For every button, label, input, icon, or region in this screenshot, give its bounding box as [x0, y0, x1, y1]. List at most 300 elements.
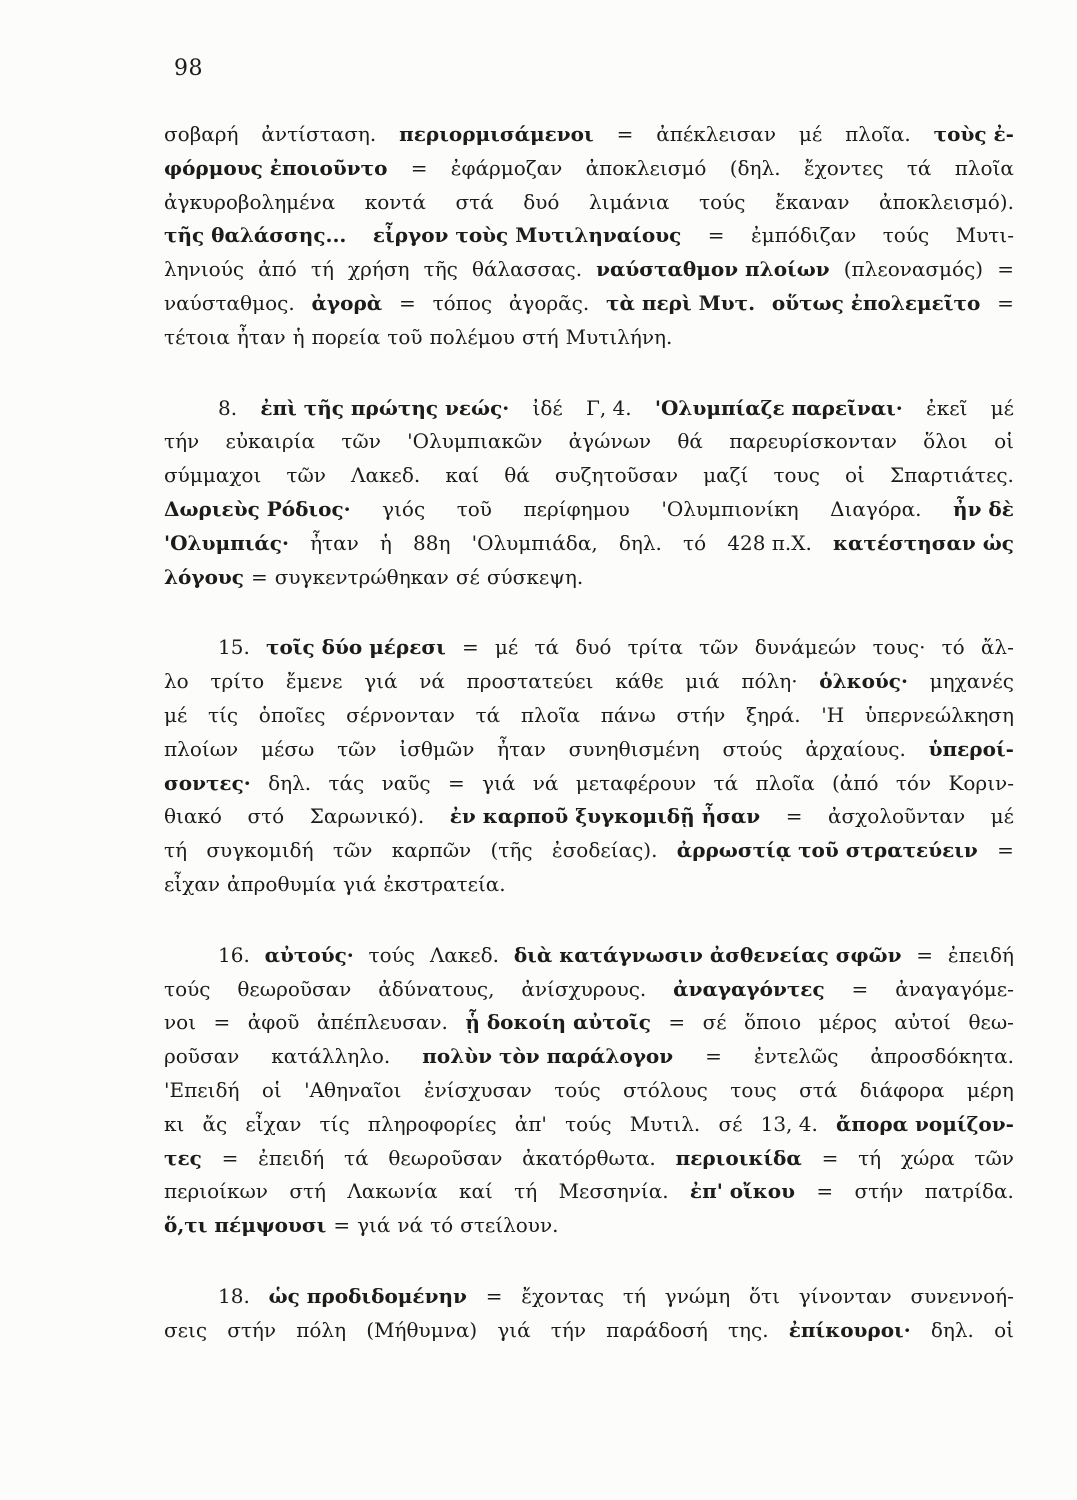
word: Γ, 4. — [585, 395, 632, 420]
word: στή — [289, 1179, 327, 1204]
word: = — [616, 122, 634, 146]
word: = — [221, 1145, 239, 1170]
word: ἀπό — [258, 257, 297, 282]
word: εἶχαν — [164, 871, 220, 896]
word: ἐπειδή — [947, 942, 1014, 967]
bold-lemma: λόγους — [164, 564, 244, 589]
word: παράδοσή — [606, 1317, 708, 1342]
word: νά — [397, 1213, 424, 1238]
word: τήν — [550, 1317, 587, 1342]
word: μέρος — [818, 1010, 877, 1035]
word: σέρνονταν — [346, 702, 455, 727]
word: μέ — [164, 702, 188, 727]
paragraph-p16 — [164, 939, 1014, 1243]
word: μέρη — [966, 1077, 1014, 1102]
word: συζητοῦσαν — [554, 463, 679, 488]
word: τους — [773, 463, 820, 488]
word: τῶν — [699, 635, 739, 660]
word: τούς — [164, 976, 211, 1001]
word: ἐσοδείας). — [551, 838, 658, 863]
word: λο — [164, 669, 189, 694]
word: λιμάνια — [588, 189, 670, 214]
word: καί — [458, 1179, 493, 1204]
word: ἐντελῶς — [753, 1044, 839, 1069]
word: γιά — [482, 770, 516, 795]
page-number: 98 — [174, 56, 203, 81]
text-line — [164, 253, 1014, 287]
word: τή — [310, 257, 334, 282]
word: τόπος — [432, 290, 493, 315]
text-line — [164, 1142, 1014, 1176]
word: ἄλ- — [980, 635, 1014, 660]
word: ἐκεῖ — [925, 395, 968, 420]
word: τά — [344, 1145, 369, 1170]
word: (ἀπό — [832, 770, 879, 795]
text-line — [164, 834, 1014, 868]
word: καρπῶν — [391, 838, 472, 863]
word: γιά — [364, 669, 398, 694]
word: τίς — [208, 702, 239, 727]
paragraph-p18 — [164, 1280, 1014, 1348]
word: τό — [430, 1213, 454, 1238]
word: δυό — [523, 189, 560, 214]
text-line — [164, 152, 1014, 186]
word: νοι — [164, 1010, 197, 1035]
text-line — [164, 1074, 1014, 1108]
paragraph-p1 — [164, 118, 1014, 355]
bold-lemma: αὐτούς· — [264, 942, 354, 967]
word: σεις — [164, 1317, 208, 1342]
word: ἐφάρμοζαν — [450, 155, 563, 180]
word: ἀναγαγόμε- — [895, 976, 1014, 1001]
word: ἄς — [202, 1111, 228, 1136]
word: ἀντίσταση. — [261, 122, 377, 146]
word: τόν — [895, 770, 932, 795]
text-line — [164, 118, 1014, 152]
bold-lemma: τοῖς δύο μέρεσι — [265, 635, 446, 660]
word: στείλουν. — [460, 1213, 559, 1238]
bold-lemma: 'Ολυμπίαζε παρεῖναι· — [654, 395, 903, 420]
text-line — [164, 665, 1014, 699]
word: = — [447, 770, 465, 795]
word: ναύσταθμος. — [164, 290, 295, 315]
word: προστατεύει — [466, 669, 594, 694]
word: ἀπ' — [514, 1111, 547, 1136]
word: μέ — [990, 804, 1014, 829]
word: 16. — [218, 942, 250, 967]
word: 'Ολυμπιονίκη — [661, 496, 799, 521]
word: ἀποκλεισμό — [585, 155, 707, 180]
word: γιά — [497, 1317, 531, 1342]
bold-lemma: τῆς θαλάσσης... — [164, 223, 347, 248]
word: θεω- — [968, 1010, 1014, 1035]
word: νά — [419, 669, 445, 694]
word: δηλ. — [268, 770, 312, 795]
bold-lemma: περιορμισάμενοι — [399, 122, 594, 146]
word: πόλη — [296, 1317, 347, 1342]
bold-lemma: ὁλκούς· — [819, 669, 908, 694]
word: = — [997, 838, 1014, 863]
word: τῶν — [974, 1145, 1014, 1170]
word: (τῆς — [490, 838, 533, 863]
word: ἦταν — [310, 530, 359, 555]
text-line — [164, 939, 1014, 973]
paragraph-p15 — [164, 631, 1014, 901]
word: παρευρίσκονταν — [729, 429, 897, 454]
word: οἱ — [994, 1317, 1014, 1342]
word: ἡ — [379, 530, 392, 555]
word: δυό — [575, 635, 612, 660]
word: τοῦ — [387, 324, 423, 349]
bold-lemma: ὅ,τι πέμψουσι — [164, 1213, 327, 1238]
word: κοντά — [364, 189, 426, 214]
text-line — [164, 527, 1014, 561]
word: οἱ — [261, 1077, 282, 1102]
bold-lemma: διὰ κατάγνωσιν ἀσθενείας σφῶν — [513, 942, 902, 967]
word: τρίτα — [627, 635, 683, 660]
bold-lemma: εἶργον τοὺς Μυτιληναίους — [372, 223, 682, 248]
word: (Μήθυμνα) — [366, 1317, 478, 1342]
text-line — [164, 1108, 1014, 1142]
word: Μεσσηνία. — [558, 1179, 669, 1204]
word: 13, 4. — [760, 1111, 818, 1136]
word: πόλη· — [741, 669, 798, 694]
text-line — [164, 561, 1014, 595]
word: ἀδύνατους, — [378, 976, 495, 1001]
word: ἐνίσχυσαν — [423, 1077, 532, 1102]
word: Λακωνία — [347, 1179, 438, 1204]
word: ὅτι — [749, 1283, 780, 1308]
word: ἀνίσχυρους. — [521, 976, 647, 1001]
word: = — [250, 564, 268, 589]
word: ἰδέ — [532, 395, 563, 420]
word: Μυτι- — [955, 223, 1014, 248]
bold-lemma: ἀναγαγόντες — [673, 976, 825, 1001]
word: ἐμπόδιζαν — [750, 223, 857, 248]
word: τῶν — [332, 838, 373, 863]
word: στή — [521, 324, 559, 349]
word: περίφημου — [523, 496, 630, 521]
word: = — [333, 1213, 351, 1238]
text-line — [164, 392, 1014, 426]
word: τῶν — [337, 736, 377, 761]
bold-lemma: 'Ολυμπιάς· — [164, 530, 289, 555]
word: θεωροῦσαν — [388, 1145, 503, 1170]
word: ἀγκυροβολημένα — [164, 189, 336, 214]
text-line — [164, 459, 1014, 493]
word: ἀγορᾶς. — [508, 290, 590, 315]
bold-lemma: ᾗ δοκοίη αὐτοῖς — [465, 1010, 651, 1035]
bold-lemma: περιοικίδα — [675, 1145, 802, 1170]
word: Σαρωνικό). — [309, 804, 425, 829]
word: στήν — [854, 1179, 904, 1204]
commentary-text — [164, 118, 1014, 1348]
word: νά — [532, 770, 559, 795]
text-line — [164, 767, 1014, 801]
word: 'Η — [821, 702, 845, 727]
word: περιοίκων — [164, 1179, 268, 1204]
word: 'Αθηναῖοι — [304, 1077, 402, 1102]
word: 'Επειδή — [164, 1077, 240, 1102]
word: στήν — [676, 702, 726, 727]
word: γνώμη — [664, 1283, 731, 1308]
word: 15. — [218, 635, 250, 660]
word: 18. — [218, 1283, 250, 1308]
word: = — [213, 1010, 231, 1035]
word: δυνάμεών — [754, 635, 857, 660]
word: ἀκατόρθωτα. — [522, 1145, 656, 1170]
word: μεταφέρουν — [575, 770, 697, 795]
bold-lemma: ἐπὶ τῆς πρώτης νεώς· — [260, 395, 510, 420]
word: τούς — [699, 189, 746, 214]
bold-lemma: ὡς προδιδομένην — [268, 1283, 467, 1308]
word: τήν — [164, 429, 200, 454]
word: ἀπροθυμία — [227, 871, 336, 896]
word: ροῦσαν — [164, 1044, 240, 1069]
word: ἀγώνων — [568, 429, 652, 454]
text-line — [164, 1040, 1014, 1074]
word: πορεία — [311, 324, 381, 349]
text-line — [164, 699, 1014, 733]
word: τούς — [882, 223, 930, 248]
word: πλοῖα — [520, 702, 581, 727]
word: της. — [727, 1317, 769, 1342]
text-line — [164, 1006, 1014, 1040]
word: ναῦς — [381, 770, 431, 795]
word: τό — [941, 635, 965, 660]
word: ἐπειδή — [258, 1145, 325, 1170]
word: ἔκαναν — [774, 189, 850, 214]
word: τά — [534, 635, 560, 660]
word: γιά — [357, 1213, 391, 1238]
word: στό — [247, 804, 285, 829]
word: πλοῖα — [755, 770, 815, 795]
word: = — [916, 942, 934, 967]
word: πλοῖα — [954, 155, 1014, 180]
text-line — [164, 321, 1014, 355]
word: κάθε — [615, 669, 664, 694]
text-line — [164, 186, 1014, 220]
word: Σπαρτιάτες. — [889, 463, 1014, 488]
text-line — [164, 800, 1014, 834]
word: καί — [445, 463, 480, 488]
word: τῶν — [286, 463, 326, 488]
word: ὑπερνεώλκηση — [864, 702, 1014, 727]
word: οἱ — [994, 429, 1014, 454]
bold-lemma: κατέστησαν ὡς — [833, 530, 1014, 555]
word: ὅλοι — [923, 429, 968, 454]
word: Λακεδ. — [429, 942, 500, 967]
word: εἶχαν — [245, 1111, 302, 1136]
word: = — [851, 976, 869, 1001]
bold-lemma: τοὺς ἐ- — [933, 122, 1014, 146]
word: = — [785, 804, 803, 829]
word: πολέμου — [429, 324, 515, 349]
bold-lemma: ἀγορὰ — [311, 290, 383, 315]
word: = — [668, 1010, 686, 1035]
word: θά — [504, 463, 530, 488]
text-line — [164, 1280, 1014, 1314]
word: μιά — [685, 669, 720, 694]
word: μέ — [990, 395, 1014, 420]
text-line — [164, 631, 1014, 665]
word: τή — [164, 838, 188, 863]
bold-lemma: ἐν καρποῦ ξυγκομιδῇ ἦσαν — [449, 804, 761, 829]
word: τούς — [565, 1111, 612, 1136]
word: θάλασσας. — [471, 257, 583, 282]
word: Κοριν- — [948, 770, 1014, 795]
word: τέτοια — [164, 324, 230, 349]
word: συνηθισμένη — [568, 736, 700, 761]
word: ἐκστρατεία. — [383, 871, 506, 896]
word: σύσκεψη. — [486, 564, 584, 589]
word: σύμμαχοι — [164, 463, 262, 488]
bold-lemma: ἄπορα νομίζον- — [836, 1111, 1014, 1136]
word: τίς — [319, 1111, 350, 1136]
word: μαζί — [703, 463, 749, 488]
word: = — [410, 155, 428, 180]
text-line — [164, 973, 1014, 1007]
word: = — [997, 257, 1014, 282]
word: εὐκαιρία — [225, 429, 316, 454]
word: δηλ. — [930, 1317, 974, 1342]
word: σοβαρή — [164, 122, 239, 146]
text-line — [164, 425, 1014, 459]
word: μέσω — [260, 736, 315, 761]
word: ὅποιο — [744, 1010, 802, 1035]
word: χώρα — [900, 1145, 955, 1170]
word: σέ — [455, 564, 480, 589]
word: ἀπέκλεισαν — [656, 122, 776, 146]
word: = — [485, 1283, 503, 1308]
word: στήν — [227, 1317, 277, 1342]
paragraph-p8 — [164, 392, 1014, 595]
bold-lemma: ἀρρωστίᾳ τοῦ στρατεύειν — [676, 838, 978, 863]
word: τά — [713, 770, 739, 795]
word: τους· — [872, 635, 926, 660]
word: ἡ — [292, 324, 305, 349]
bold-lemma: φόρμους ἐποιοῦντο — [164, 155, 388, 180]
word: μέ — [798, 122, 823, 146]
text-line — [164, 1314, 1014, 1348]
bold-lemma: ἐπίκουροι· — [788, 1317, 911, 1342]
word: σέ — [718, 1111, 743, 1136]
bold-lemma: τες — [164, 1145, 202, 1170]
word: κατάλληλο. — [271, 1044, 391, 1069]
word: τό — [683, 530, 707, 555]
bold-lemma: πολὺν τὸν παράλογον — [422, 1044, 674, 1069]
word: μηχανές — [929, 669, 1014, 694]
word: χρήση — [348, 257, 410, 282]
word: γιά — [343, 871, 377, 896]
word: = — [398, 290, 416, 315]
word: τοῦ — [456, 496, 492, 521]
word: μέ — [494, 635, 519, 660]
word: = — [816, 1179, 834, 1204]
word: (πλεονασμός) — [843, 257, 984, 282]
word: τή — [514, 1179, 538, 1204]
word: = — [821, 1145, 839, 1170]
word: πατρίδα. — [924, 1179, 1014, 1204]
word: 'Ολυμπιάδα, — [471, 530, 598, 555]
word: τούς — [554, 1077, 601, 1102]
word: στά — [455, 189, 494, 214]
word: κι — [164, 1111, 185, 1136]
word: = — [997, 290, 1014, 315]
word: ἦταν — [497, 736, 546, 761]
word: στούς — [722, 736, 783, 761]
text-line — [164, 219, 1014, 253]
text-line — [164, 868, 1014, 902]
word: συγκομιδή — [206, 838, 314, 863]
word: ἔχοντας — [521, 1283, 605, 1308]
text-line — [164, 287, 1014, 321]
word: τους — [730, 1077, 777, 1102]
word: τά — [906, 155, 932, 180]
word: ἰσθμῶν — [399, 736, 475, 761]
word: γίνονταν — [798, 1283, 892, 1308]
word: συγκεντρώθηκαν — [274, 564, 449, 589]
word: πληροφορίες — [367, 1111, 497, 1136]
bold-lemma: ἦν δὲ — [953, 496, 1014, 521]
text-line — [164, 493, 1014, 527]
word: ἀσχολοῦνταν — [828, 804, 966, 829]
bold-lemma: Δωριεὺς Ρόδιος· — [164, 496, 351, 521]
bold-lemma: ὑπεροί- — [928, 736, 1014, 761]
word: σέ — [702, 1010, 727, 1035]
word: θά — [677, 429, 703, 454]
bold-lemma: ναύσταθμον πλοίων — [596, 257, 830, 282]
word: Λακεδ. — [351, 463, 421, 488]
word: Διαγόρα. — [830, 496, 922, 521]
word: δηλ. — [618, 530, 662, 555]
word: τή — [858, 1145, 882, 1170]
word: 'Ολυμπιακῶν — [407, 429, 543, 454]
text-line — [164, 1209, 1014, 1243]
word: τάς — [328, 770, 365, 795]
word: τῆς — [423, 257, 458, 282]
word: τρίτο — [210, 669, 265, 694]
word: αὐτοί — [894, 1010, 951, 1035]
word: τά — [475, 702, 501, 727]
word: ληνιούς — [164, 257, 245, 282]
word: ἀπέπλευσαν. — [316, 1010, 448, 1035]
word: 8. — [218, 395, 238, 420]
word: ξηρά. — [746, 702, 801, 727]
word: (δηλ. — [729, 155, 781, 180]
word: ἀποκλεισμό). — [879, 189, 1014, 214]
word: 88η — [413, 530, 451, 555]
word: στόλους — [623, 1077, 708, 1102]
word: γιός — [382, 496, 426, 521]
word: ἦταν — [236, 324, 286, 349]
text-line — [164, 733, 1014, 767]
word: στά — [799, 1077, 838, 1102]
word: Μυτιλ. — [629, 1111, 701, 1136]
word: τῶν — [341, 429, 381, 454]
word: θεωροῦσαν — [237, 976, 352, 1001]
bold-lemma: ἐπ' οἴκου — [689, 1179, 796, 1204]
word: ἔχοντες — [803, 155, 884, 180]
word: Μυτιλήνη. — [565, 324, 673, 349]
word: θιακό — [164, 804, 222, 829]
word: πλοῖα. — [845, 122, 911, 146]
word: ἀπροσδόκητα. — [870, 1044, 1014, 1069]
word: πάνω — [600, 702, 656, 727]
word: ἔμενε — [285, 669, 343, 694]
word: τούς — [368, 942, 415, 967]
word: ἀρχαίους. — [805, 736, 906, 761]
